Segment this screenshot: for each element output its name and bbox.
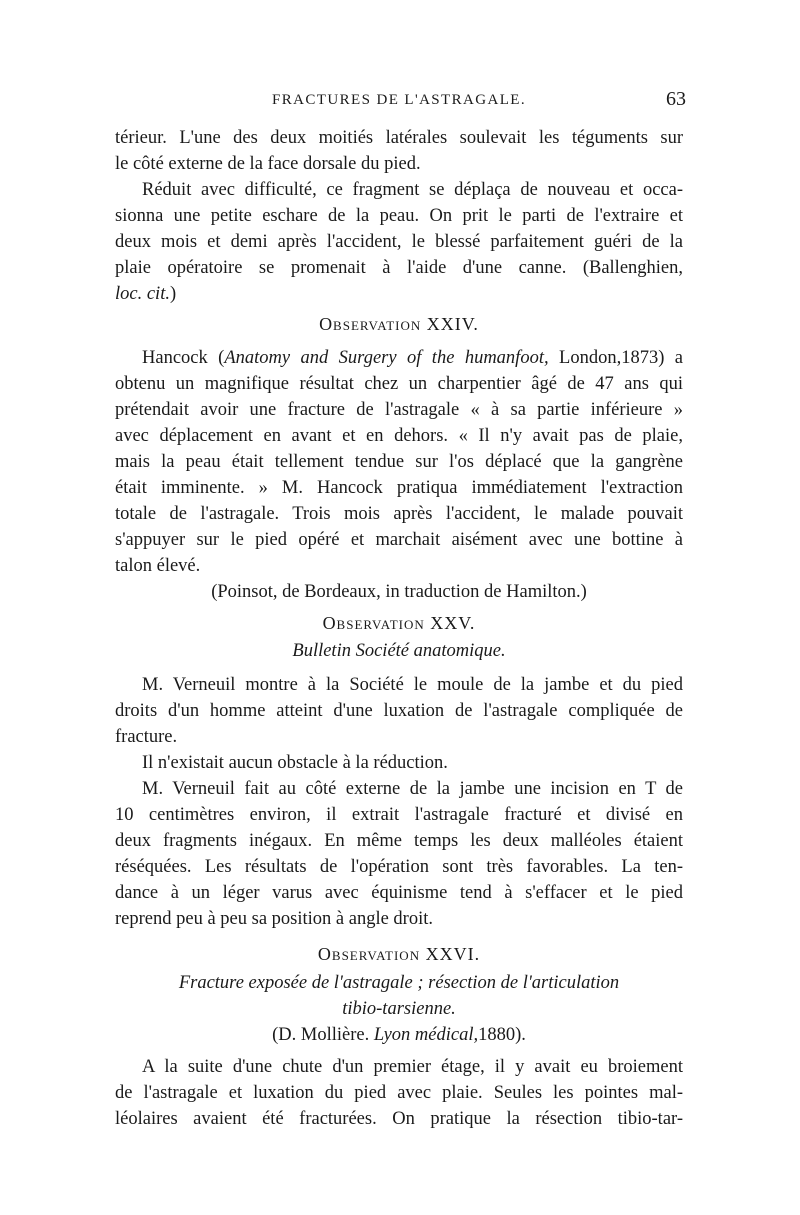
text-line [115, 1022, 683, 1048]
text-line [115, 125, 683, 151]
text-line [115, 880, 683, 906]
page-number: 63 [666, 88, 686, 110]
italic-text: Bulletin Société anatomique. [292, 641, 506, 661]
observation-heading: Observation XXV. [322, 613, 476, 633]
italic-text: Lyon médical, [373, 1025, 479, 1045]
text-span: fracture. [115, 727, 178, 747]
text-span: Hancock ( [142, 348, 225, 368]
text-span: talon élevé. [115, 556, 201, 576]
text-line [115, 255, 683, 281]
text-line [142, 1054, 683, 1080]
italic-text: Fracture exposée de l'astragale ; résection de l'articulation [178, 973, 620, 993]
observation-heading: Observation XXIV. [319, 314, 479, 334]
text-line [115, 854, 683, 880]
text-line [115, 1106, 683, 1132]
text-span: totale de l'astragale. Trois mois après l'accident, le malade pouvait [115, 504, 683, 524]
text-span: droits d'un homme atteint d'une luxation de l'astragale compliquée de [115, 701, 683, 721]
text-span: plaie opératoire se promenait à l'aide d'une canne. (Ballenghien, [115, 258, 683, 278]
text-line [115, 638, 683, 664]
text-span: sionna une petite eschare de la peau. On prit le parti de l'extraire et [115, 206, 683, 226]
text-line [115, 828, 683, 854]
text-line [142, 776, 683, 802]
text-span: réséquées. Les résultats de l'opération sont très favorables. La ten- [115, 857, 683, 877]
text-span: de l'astragale et luxation du pied avec plaie. Seules les pointes mal- [115, 1083, 683, 1103]
text-line [115, 610, 683, 636]
text-span: dance à un léger varus avec équinisme tend à s'effacer et le pied [115, 883, 683, 903]
text-line [115, 311, 683, 337]
text-span: reprend peu à peu sa position à angle droit. [115, 909, 433, 929]
observation-heading: Observation XXVI. [317, 944, 481, 964]
text-span: obtenu un magnifique résultat chez un charpentier âgé de 47 ans qui [115, 374, 683, 394]
text-span: s'appuyer sur le pied opéré et marchait aisément avec une bottine à [115, 530, 683, 550]
text-line [115, 229, 683, 255]
text-span: (Poinsot, de Bordeaux, in traduction de Hamilton.) [211, 582, 587, 602]
text-span: Il n'existait aucun obstacle à la réduction. [142, 753, 448, 773]
text-line [115, 802, 683, 828]
text-span: M. Verneuil montre à la Société le moule de la jambe et du pied [142, 675, 683, 695]
text-span: London,1873) a [548, 348, 683, 368]
text-span: mais la peau était tellement tendue sur l'os déplacé que la gangrène [115, 452, 683, 472]
text-span: térieur. L'une des deux moitiés latérales soulevait les téguments sur [115, 128, 683, 148]
text-line [115, 698, 683, 724]
text-span: avec déplacement en avant et en dehors. « Il n'y avait pas de plaie, [115, 426, 683, 446]
text-span: léolaires avaient été fracturées. On pratique la résection tibio-tar- [115, 1109, 683, 1129]
text-line [115, 151, 683, 177]
text-span: A la suite d'une chute d'un premier étage, il y avait eu broiement [142, 1057, 683, 1077]
text-line [115, 423, 683, 449]
text-span: le côté externe de la face dorsale du pied. [115, 154, 421, 174]
text-line [115, 397, 683, 423]
italic-text: tibio-tarsienne. [342, 999, 456, 1019]
text-span: prétendait avoir une fracture de l'astragale « à sa partie inférieure » [115, 400, 683, 420]
text-span: M. Verneuil fait au côté externe de la jambe une incision en T de [142, 779, 683, 799]
text-line [115, 724, 683, 750]
text-line [115, 449, 683, 475]
text-span: était imminente. » M. Hancock pratiqua immédiatement l'extraction [115, 478, 683, 498]
text-line [142, 177, 683, 203]
italic-text: Anatomy and Surgery of the humanfoot, [224, 348, 549, 368]
text-line [142, 672, 683, 698]
text-span: (D. Mollière. [272, 1025, 374, 1045]
text-line [115, 475, 683, 501]
text-line [115, 371, 683, 397]
text-line [115, 553, 683, 579]
text-line [142, 750, 683, 776]
text-span: ) [169, 284, 177, 304]
text-line [115, 527, 683, 553]
text-line [142, 345, 683, 371]
running-title: FRACTURES DE L'ASTRAGALE. [272, 92, 526, 108]
text-span: deux mois et demi après l'accident, le blessé parfaitement guéri de la [115, 232, 683, 252]
text-line [115, 970, 683, 996]
text-line [115, 203, 683, 229]
text-line [115, 996, 683, 1022]
text-span: 1880). [478, 1025, 526, 1045]
text-line [115, 579, 683, 605]
text-span: 10 centimètres environ, il extrait l'astragale fracturé et divisé en [115, 805, 683, 825]
running-header [112, 88, 686, 116]
text-span: deux fragments inégaux. En même temps les deux malléoles étaient [115, 831, 683, 851]
text-span: Réduit avec difficulté, ce fragment se déplaça de nouveau et occa- [142, 180, 683, 200]
text-line [115, 941, 683, 967]
text-line [115, 1080, 683, 1106]
text-line [115, 906, 683, 932]
italic-text: loc. cit. [115, 284, 170, 304]
text-line [115, 281, 683, 307]
text-line [115, 501, 683, 527]
